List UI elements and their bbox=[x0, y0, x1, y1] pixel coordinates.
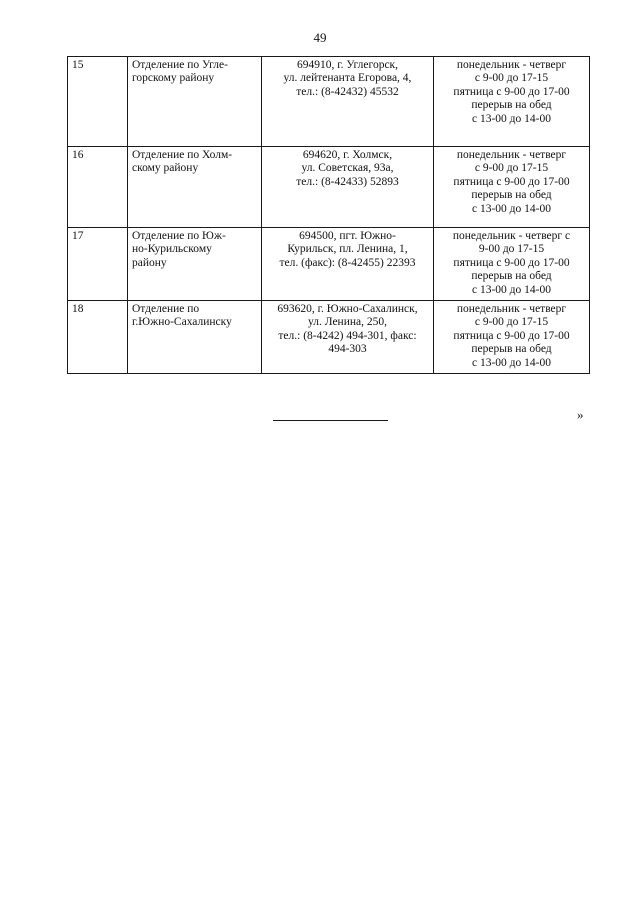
office-name-line: г.Южно-Сахалинску bbox=[132, 316, 232, 329]
page-number: 49 bbox=[313, 30, 327, 45]
table-row bbox=[68, 228, 590, 301]
office-address bbox=[262, 147, 434, 228]
address-line: 494-303 bbox=[328, 343, 367, 356]
office-name bbox=[128, 147, 262, 228]
hours-line: пятница с 9-00 до 17-00 bbox=[453, 175, 570, 188]
hours-line: понедельник - четверг bbox=[456, 149, 567, 161]
office-address bbox=[262, 57, 434, 147]
address-line: ул. Ленина, 250, bbox=[307, 316, 387, 329]
hours-line: с 13-00 до 14-00 bbox=[472, 202, 551, 215]
address-line: 693620, г. Южно-Сахалинск, bbox=[277, 303, 418, 316]
office-name-line: району bbox=[132, 256, 167, 269]
address-line: ул. Советская, 93а, bbox=[301, 162, 394, 175]
address-line: 694500, пгт. Южно- bbox=[299, 230, 396, 242]
table-row bbox=[68, 57, 590, 147]
table-row bbox=[68, 147, 590, 228]
row-number: 18 bbox=[68, 301, 128, 374]
hours-line: пятница с 9-00 до 17-00 bbox=[453, 85, 570, 98]
office-address bbox=[262, 301, 434, 374]
office-name bbox=[128, 301, 262, 374]
office-name-line: но-Курильскому bbox=[132, 243, 212, 256]
hours-line: перерыв на обед bbox=[471, 99, 552, 112]
hours-line: с 9-00 до 17-15 bbox=[474, 162, 549, 175]
address-line: 694620, г. Холмск, bbox=[302, 149, 393, 161]
office-hours bbox=[434, 228, 590, 301]
hours-line: понедельник - четверг с bbox=[452, 230, 571, 242]
office-name-line: Отделение по bbox=[132, 303, 200, 316]
hours-line: понедельник - четверг bbox=[456, 59, 567, 71]
address-line: ул. лейтенанта Егорова, 4, bbox=[283, 72, 412, 85]
row-number: 17 bbox=[68, 228, 128, 301]
office-hours bbox=[434, 301, 590, 374]
hours-line: перерыв на обед bbox=[471, 189, 552, 202]
office-address bbox=[262, 228, 434, 301]
office-name bbox=[128, 57, 262, 147]
address-line: тел. (факс): (8-42455) 22393 bbox=[279, 256, 416, 269]
office-hours bbox=[434, 57, 590, 147]
address-line: тел.: (8-42433) 52893 bbox=[296, 175, 399, 188]
hours-line: перерыв на обед bbox=[471, 343, 552, 356]
table-row bbox=[68, 301, 590, 374]
hours-line: понедельник - четверг bbox=[456, 303, 567, 316]
office-hours bbox=[434, 147, 590, 228]
separator-line bbox=[273, 420, 388, 421]
hours-line: пятница с 9-00 до 17-00 bbox=[453, 256, 570, 269]
address-line: Курильск, пл. Ленина, 1, bbox=[287, 243, 408, 256]
hours-line: 9-00 до 17-15 bbox=[478, 243, 545, 256]
hours-line: перерыв на обед bbox=[471, 270, 552, 283]
hours-line: с 9-00 до 17-15 bbox=[474, 316, 549, 329]
address-line: тел.: (8-4242) 494-301, факс: bbox=[278, 329, 417, 342]
office-name bbox=[128, 228, 262, 301]
offices-table bbox=[67, 56, 590, 374]
hours-line: с 13-00 до 14-00 bbox=[472, 283, 551, 296]
address-line: тел.: (8-42432) 45532 bbox=[296, 85, 399, 98]
row-number: 15 bbox=[68, 57, 128, 147]
office-name-line: Отделение по Юж- bbox=[132, 230, 226, 242]
hours-line: с 13-00 до 14-00 bbox=[472, 356, 551, 369]
closing-quote: » bbox=[577, 407, 584, 422]
hours-line: с 9-00 до 17-15 bbox=[474, 72, 549, 85]
office-name-line: горскому району bbox=[132, 72, 215, 85]
hours-line: пятница с 9-00 до 17-00 bbox=[453, 329, 570, 342]
office-name-line: Отделение по Угле- bbox=[132, 59, 228, 71]
office-name-line: скому району bbox=[132, 162, 199, 175]
row-number: 16 bbox=[68, 147, 128, 228]
address-line: 694910, г. Углегорск, bbox=[296, 59, 399, 71]
office-name-line: Отделение по Холм- bbox=[132, 149, 233, 161]
hours-line: с 13-00 до 14-00 bbox=[472, 112, 551, 125]
